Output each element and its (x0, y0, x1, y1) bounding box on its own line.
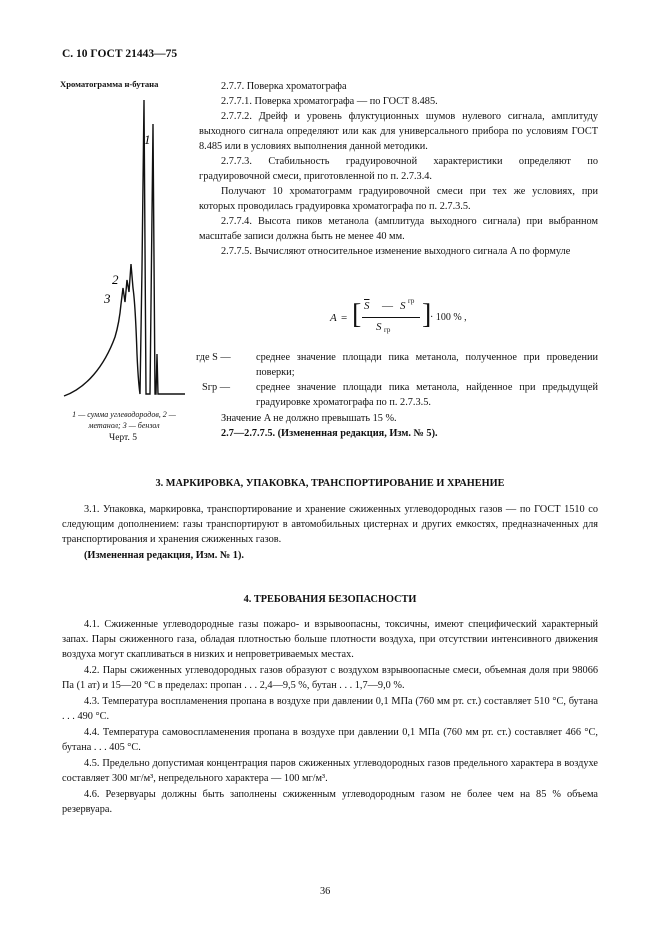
legend-item (196, 380, 598, 410)
right-column (199, 79, 598, 259)
amendment-note-1: (Измененная редакция, Изм. № 1). (84, 550, 244, 561)
formula-sub-num: гр (408, 297, 415, 305)
para-4-3: 4.3. Температура воспламенения пропана в воздухе при давлении 0,1 МПа (760 мм рт. ст.) составляет 510 °С, бутана . . . 490 °С. (62, 696, 598, 722)
formula-s-den: S (376, 321, 382, 333)
para-4-1: 4.1. Сжиженные углеводородные газы пожаро- и взрывоопасны, токсичны, имеют специфический характерный запах. Пары сжиженного газа, обладая плотностью больше плотности воздуха, при отсутствии интенсивного движения воздуха могут скапливаться в низких и непроветриваемых местах. (62, 619, 598, 660)
para-4-6: 4.6. Резервуары должны быть заполнены сжиженным углеводородным газом не более чем на 85 % объема резервуара. (62, 789, 598, 815)
peak-label-1: 1 (144, 132, 151, 147)
peak-label-2: 2 (112, 272, 119, 287)
section-4-title: 4. ТРЕБОВАНИЯ БЕЗОПАСНОСТИ (243, 594, 417, 605)
formula-s-num: S (400, 300, 406, 312)
para-4-4: 4.4. Температура самовоспламенения пропана в воздухе при давлении 0,1 МПа (760 мм рт. ст.) составляет 466 °С, бутана . . . 405 °С. (62, 727, 598, 753)
page-number: 36 (320, 886, 331, 897)
formula: A = [ $\overline{S}$ — S гр S гр ] · 100 % , (330, 297, 467, 334)
para-4-2: 4.2. Пары сжиженных углеводородных газов образуют с воздухом взрывоопасные смеси, объемная доля при 98066 Па (1 ат) и 15—20 °С в пределах: пропан . . . 2,4—9,5 %, бутан . . . 1,7—9,0 %. (62, 665, 598, 691)
chromatogram-figure (60, 92, 188, 408)
peak-label-3: 3 (104, 291, 111, 306)
legend-text: среднее значение площади пика метанола, полученное при проведении поверки; (256, 352, 598, 378)
para-2-7-7-5: 2.7.7.5. Вычисляют относительное изменение выходного сигнала A по формуле (221, 246, 571, 257)
formula-factor: · 100 % , (430, 312, 467, 323)
formula-lhs: A (330, 312, 337, 324)
section-3-body (62, 502, 598, 564)
para-2-7-7-3: 2.7.7.3. Стабильность градуировочной характеристики определяют по градуировочной смеси, приготовленной по п. 2.7.3.4. (199, 156, 598, 182)
legend-symbol: Sгр — (202, 382, 230, 393)
para-2-7-7-2: 2.7.7.2. Дрейф и уровень флуктуционных шумов нулевого сигнала, амплитуду выходного сигнала определяют или как для универсального прибора по условиям ГОСТ 8.485 или в условиях выполнения данной методики. (199, 111, 598, 152)
para-4-5: 4.5. Предельно допустимая концентрация паров сжиженных углеводородных газов предельного характера в воздухе составляет 300 мг/м³, непредельного характера — 100 мг/м³. (62, 758, 598, 784)
amendment-note-5: 2.7—2.7.7.5. (Измененная редакция, Изм. № 5). (221, 428, 438, 439)
figure-caption: 1 — сумма углеводородов, 2 — метанол; 3 — бензол (72, 410, 176, 430)
section-4-body (62, 617, 598, 818)
legend-item (196, 350, 598, 380)
chromatogram-trace (64, 100, 185, 396)
para-2-7-7-1: 2.7.7.1. Поверка хроматографа — по ГОСТ 8.485. (221, 96, 438, 107)
para-2-7-7: 2.7.7. Поверка хроматографа (221, 81, 347, 92)
limit-text: Значение A не должно превышать 15 %. (221, 413, 397, 424)
figure-title: Хроматограмма н-бутана (60, 79, 159, 89)
formula-s-bar: $\overline{S}$ (364, 300, 370, 312)
legend-symbol: где S — (196, 352, 231, 363)
formula-sub-den: гр (384, 326, 391, 334)
para-2-7-7-4: 2.7.7.4. Высота пиков метанола (амплитуда выходного сигнала) при выбранном масштабе записи должна быть не менее 40 мм. (199, 216, 598, 242)
para-obtain: Получают 10 хроматограмм градуировочной смеси при тех же условиях, при которых проводилась градуировка хроматографа по п. 2.7.3.5. (199, 186, 598, 212)
section-3-title: 3. МАРКИРОВКА, УПАКОВКА, ТРАНСПОРТИРОВАНИЕ И ХРАНЕНИЕ (155, 478, 505, 489)
legend-text: среднее значение площади пика метанола, найденное при предыдущей градуировке хроматографа по п. 2.7.3.5. (256, 382, 598, 408)
figure-label: Черт. 5 (109, 433, 137, 443)
page-header: С. 10 ГОСТ 21443—75 (62, 48, 178, 60)
para-3-1: 3.1. Упаковка, маркировка, транспортирование и хранение сжиженных углеводородных газов — по ГОСТ 1510 со следующим дополнением: газы транспортируют в автомобильных цистернах и других емкостях, предназначенных для транспортирования и хранения сжиженных газов. (62, 504, 598, 545)
